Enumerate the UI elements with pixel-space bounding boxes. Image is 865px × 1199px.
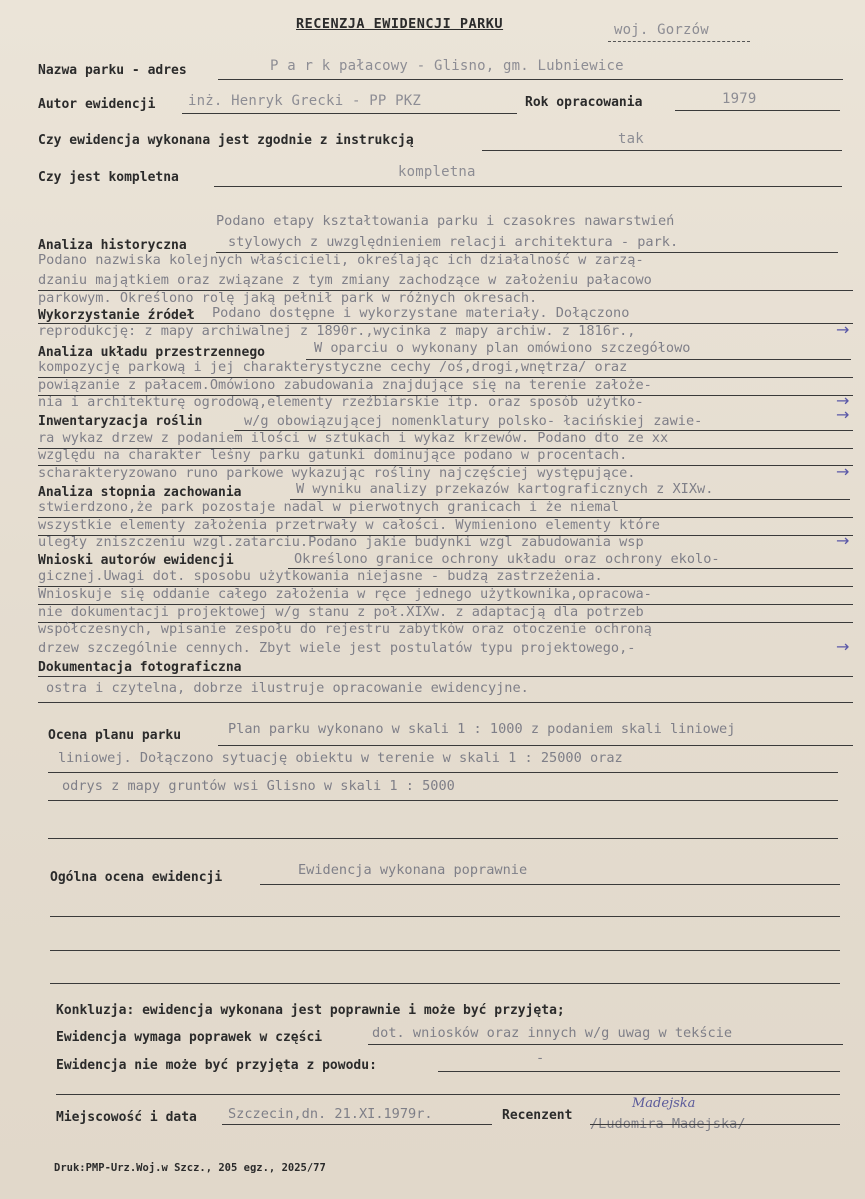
complete-value: kompletna xyxy=(398,164,476,180)
photo-label: Dokumentacja fotograficzna xyxy=(38,660,242,675)
spatial-line-4: nia i architekturę ogrodową,elementy rzeźbiarskie itp. oraz sposób użytko- xyxy=(38,394,644,410)
preserve-line-4: uległy zniszczeniu wzgl.zatarciu.Podano jakie budynki wzgl zabudowania wsp xyxy=(38,534,644,550)
rejected-value: - xyxy=(536,1050,545,1066)
photo-underline xyxy=(38,676,853,677)
year-value: 1979 xyxy=(722,91,757,107)
hist-line-2: stylowych z uwzględnieniem relacji architektura - park. xyxy=(228,234,679,250)
reviewer-label: Recenzent xyxy=(502,1108,573,1123)
blank-line xyxy=(50,983,840,984)
general-underline xyxy=(260,884,840,885)
photo-line-1: ostra i czytelna, dobrze ilustruje opracowanie ewidencyjne. xyxy=(46,680,529,696)
plants-line-3: względu na charakter leśny parku gatunki dominujące podano w procentach. xyxy=(38,447,628,463)
blank-line xyxy=(56,1094,840,1095)
hist-line-3: Podano nazwiska kolejnych właścicieli, określając ich działalność w zarzą- xyxy=(38,252,644,268)
blank-line xyxy=(50,916,840,917)
print-info: Druk:PMP-Urz.Woj.w Szcz., 205 egz., 2025/77 xyxy=(54,1162,326,1174)
park-name-value: P a r k pałacowy - Glisno, gm. Lubniewice xyxy=(270,58,624,74)
plan-underline xyxy=(218,745,853,746)
hist-label: Analiza historyczna xyxy=(38,238,187,253)
arrow-icon: → xyxy=(836,637,850,656)
author-line xyxy=(182,113,517,114)
author-label: Autor ewidencji xyxy=(38,97,156,112)
plants-line-2: ra wykaz drzew z podaniem ilości w sztukach i wykaz krzewów. Podano dto ze xx xyxy=(38,430,669,446)
needs-fix-value: dot. wniosków oraz innych w/g uwag w tekście xyxy=(372,1025,733,1041)
spatial-line-3: powiązanie z pałacem.Omówiono zabudowania znajdujące się na terenie założe- xyxy=(38,377,652,393)
reviewer-underline xyxy=(590,1124,840,1125)
spatial-label: Analiza układu przestrzennego xyxy=(38,345,265,360)
year-label: Rok opracowania xyxy=(525,95,643,110)
arrow-icon: → xyxy=(836,320,850,339)
general-value: Ewidencja wykonana poprawnie xyxy=(298,862,528,878)
arrow-icon: → xyxy=(836,405,850,424)
preserve-line-2: stwierdzono,że park pozostaje nadal w pierwotnych granicach i że niemal xyxy=(38,499,620,515)
park-name-line xyxy=(218,79,843,80)
plan-underline-3 xyxy=(48,800,838,801)
sources-line-2: reprodukcję: z mapy archiwalnej z 1890r.,wycinka z mapy archiw. z 1816r., xyxy=(38,323,636,339)
sources-label: Wykorzystanie źródeł xyxy=(38,308,195,323)
conclusions-line-2: gicznej.Uwagi dot. sposobu użytkowania niejasne - budzą zastrzeżenia. xyxy=(38,568,603,584)
plan-line-1: Plan parku wykonano w skali 1 : 1000 z podaniem skali liniowej xyxy=(228,721,736,737)
conclusions-line-1: Określono granice ochrony układu oraz ochrony ekolo- xyxy=(294,551,720,567)
reviewer-name: /Ludomira Madejska/ xyxy=(590,1116,746,1132)
photo-underline-2 xyxy=(38,702,853,703)
hist-line-5: parkowym. Określono rolę jaką pełnił park w różnych okresach. xyxy=(38,290,538,306)
complete-label: Czy jest kompletna xyxy=(38,170,179,185)
instruction-line xyxy=(482,150,842,151)
region-value: woj. Gorzów xyxy=(614,22,709,38)
place-date-underline xyxy=(222,1124,492,1125)
reviewer-signature: Madejska xyxy=(632,1096,696,1111)
instruction-value: tak xyxy=(618,131,644,147)
plan-underline-2 xyxy=(48,772,838,773)
conclusions-line-6: drzew szczególnie cennych. Zbyt wiele jest postulatów typu projektowego,- xyxy=(38,640,636,656)
sources-line-1: Podano dostępne i wykorzystane materiały. Dołączono xyxy=(212,305,630,321)
preserve-line-1: W wyniku analizy przekazów kartograficznych z XIXw. xyxy=(296,481,714,497)
plants-label: Inwentaryzacja roślin xyxy=(38,414,203,429)
complete-line xyxy=(214,186,842,187)
conclusions-line-4: nie dokumentacji projektowej w/g stanu z poł.XIXw. z adaptacją dla potrzeb xyxy=(38,604,644,620)
conclusions-line-5: współczesnych, wpisanie zespołu do rejestru zabytków oraz otoczenie ochroną xyxy=(38,621,652,637)
rejected-label: Ewidencja nie może być przyjęta z powodu: xyxy=(56,1058,377,1073)
conclusions-line-3: Wnioskuje się oddanie całego założenia w ręce jednego użytkownika,opracowa- xyxy=(38,586,652,602)
needs-fix-underline xyxy=(368,1044,843,1045)
spatial-line-2: kompozycję parkową i jej charakterystyczne cechy /oś,drogi,wnętrza/ oraz xyxy=(38,359,628,375)
place-date-label: Miejscowość i data xyxy=(56,1110,197,1125)
park-name-label: Nazwa parku - adres xyxy=(38,63,187,78)
hist-line-1: Podano etapy kształtowania parku i czasokres nawarstwień xyxy=(216,213,675,229)
needs-fix-label: Ewidencja wymaga poprawek w części xyxy=(56,1030,323,1045)
region-underline xyxy=(608,41,750,42)
plan-label: Ocena planu parku xyxy=(48,728,182,743)
plants-line-1: w/g obowiązującej nomenklatury polsko- łacińskiej zawie- xyxy=(244,413,703,429)
place-date-value: Szczecin,dn. 21.XI.1979r. xyxy=(228,1106,433,1122)
conclusion-line-1: Konkluzja: ewidencja wykonana jest poprawnie i może być przyjęta; xyxy=(56,1003,565,1018)
conclusions-label: Wnioski autorów ewidencji xyxy=(38,553,234,568)
plants-line-4: scharakteryzowano runo parkowe wykazując rośliny najczęściej występujące. xyxy=(38,465,636,481)
preserve-label: Analiza stopnia zachowania xyxy=(38,485,242,500)
hist-line-4: dzaniu majątkiem oraz związane z tym zmiany zachodzące w założeniu pałacowo xyxy=(38,272,652,288)
plan-line-2: liniowej. Dołączono sytuację obiektu w terenie w skali 1 : 25000 oraz xyxy=(58,750,623,766)
arrow-icon: → xyxy=(836,531,850,550)
preserve-line-3: wszystkie elementy założenia przetrwały w całości. Wymieniono elementy które xyxy=(38,517,660,533)
rejected-underline xyxy=(438,1071,840,1072)
blank-line xyxy=(50,950,840,951)
arrow-icon: → xyxy=(836,462,850,481)
general-label: Ogólna ocena ewidencji xyxy=(50,870,223,885)
spatial-line-1: W oparciu o wykonany plan omówiono szczegółowo xyxy=(314,340,691,356)
instruction-label: Czy ewidencja wykonana jest zgodnie z instrukcją xyxy=(38,133,414,148)
blank-line xyxy=(48,838,838,839)
form-title: RECENZJA EWIDENCJI PARKU xyxy=(296,16,504,32)
plan-line-3: odrys z mapy gruntów wsi Glisno w skali 1 : 5000 xyxy=(62,778,455,794)
arrow-icon: → xyxy=(836,391,850,410)
author-value: inż. Henryk Grecki - PP PKZ xyxy=(188,93,421,109)
year-line xyxy=(675,110,840,111)
